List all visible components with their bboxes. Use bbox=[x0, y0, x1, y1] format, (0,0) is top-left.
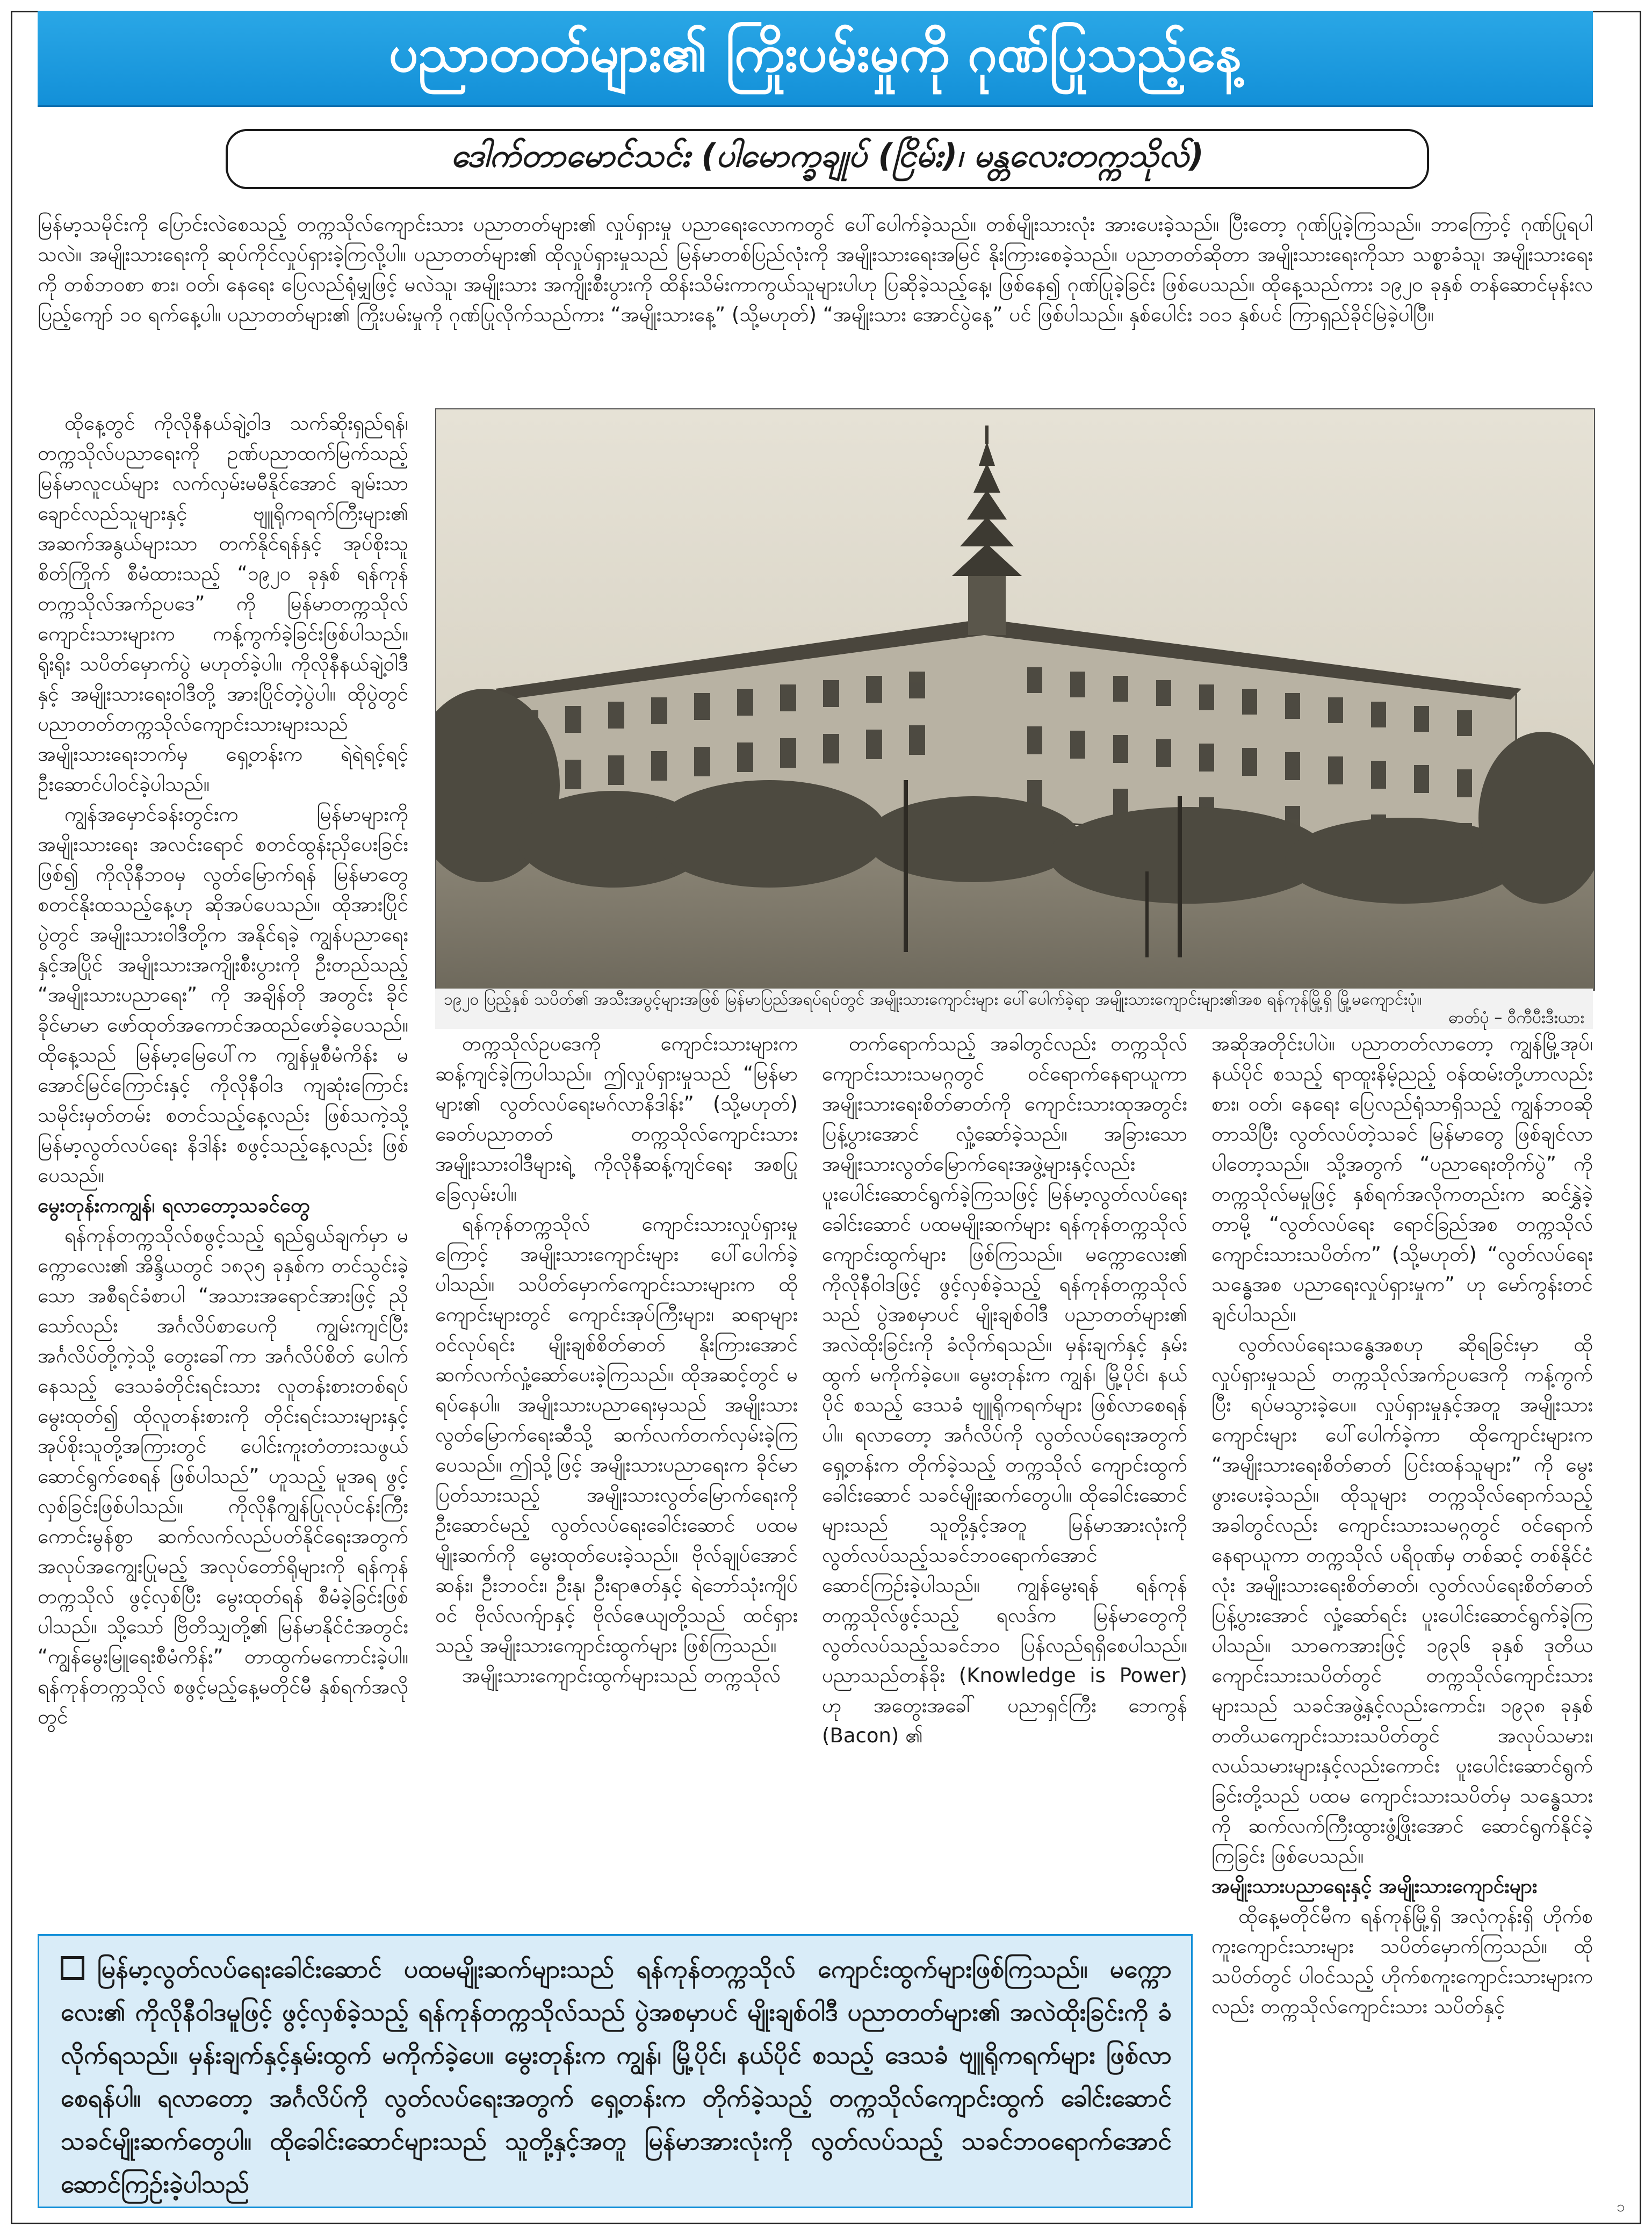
paragraph: အမျိုးသားကျောင်းထွက်များသည် တက္ကသိုလ် bbox=[462, 1664, 781, 1687]
paragraph: လွတ်လပ်ရေးသန္ဓေအစဟု ဆိုရခြင်းမှာ ထိုလှုပ်ရှားမှုသည် တက္ကသိုလ်အက်ဥပဒေကို ကန့်ကွက်ပြီး ရပ်မသွားခဲ့ပေ။ လှုပ်ရှားမှုနှင့်အတူ အမျိုးသားကျောင်းများ ပေါ်ပေါက်ခဲ့ကာ ထိုကျောင်းများက “အမျိုးသားရေးစိတ်ဓာတ် ပြင်းထန်သူများ” ကို မွေးဖွားပေးခဲ့သည်။ ထိုသူများ တက္ကသိုလ်ရောက်သည့်အခါတွင်လည်း ကျောင်းသားသမဂ္ဂတွင် ဝင်ရောက်နေရာယူကာ တက္ကသိုလ် ပရိဝုဏ်မှ တစ်ဆင့် တစ်နိုင်ငံလုံး အမျိုးသားရေးစိတ်ဓာတ်၊ လွတ်လပ်ရေးစိတ်ဓာတ် ပြန့်ပွားအောင် လှုံ့ဆော်ရင်း ပူးပေါင်းဆောင်ရွက်ခဲ့ကြပါသည်။ သာဓကအားဖြင့် ၁၉၃၆ ခုနှစ် ဒုတိယ ကျောင်းသားသပိတ်တွင် တက္ကသိုလ်ကျောင်းသားများသည် သခင်အဖွဲ့နှင့်လည်းကောင်း၊ ၁၉၃၈ ခုနှစ် တတိယကျောင်းသားသပိတ်တွင် အလုပ်သမား၊ လယ်သမားများနှင့်လည်းကောင်း ပူးပေါင်းဆောင်ရွက်ခြင်းတို့သည် ပထမ ကျောင်းသားသပိတ်မှ သန္ဓေသားကို ဆက်လက်ကြီးထွားဖွံ့ဖြိုးအောင် ဆောင်ရွက်နိုင်ခဲ့ကြခြင်း ဖြစ်ပေသည်။ bbox=[1211, 1333, 1593, 1868]
photo-caption bbox=[435, 989, 1593, 1029]
article-column-3 bbox=[822, 1029, 1187, 1913]
paragraph: ရန်ကုန်တက္ကသိုလ်စဖွင့်သည့် ရည်ရွယ်ချက်မှာ မက္ကောလေး၏ အိန္ဒိယတွင် ၁၈၃၅ ခုနှစ်က တင်သွင်းခဲ့သော အစီရင်ခံစာပါ “အသားအရောင်အားဖြင့် ညိုသော်လည်း အင်္ဂလိပ်စာပေကို ကျွမ်းကျင်ပြီး အင်္ဂလိပ်တို့ကဲ့သို့ တွေးခေါ်ကာ အင်္ဂလိပ်စိတ် ပေါက်နေသည့် ဒေသခံတိုင်းရင်းသား လူတန်းစားတစ်ရပ် မွေးထုတ်၍ ထိုလူတန်းစားကို တိုင်းရင်းသားများနှင့် အုပ်စိုးသူတို့အကြားတွင် ပေါင်းကူးတံတားသဖွယ် ဆောင်ရွက်စေရန် ဖြစ်ပါသည်” ဟူသည့် မူအရ ဖွင့်လှစ်ခြင်းဖြစ်ပါသည်။ ကိုလိုနီကျွန်ပြုလုပ်ငန်းကြီး ကောင်းမွန်စွာ ဆက်လက်လည်ပတ်နိုင်ရေးအတွက် အလုပ်အကျွေးပြုမည့် အလုပ်တော်ရိုများကို ရန်ကုန်တက္ကသိုလ် ဖွင့်လှစ်ပြီး မွေးထုတ်ရန် စီမံခဲ့ခြင်းဖြစ်ပါသည်။ သို့သော် ဗြိတိသျှတို့၏ မြန်မာနိုင်ငံအတွင်း “ကျွန်မွေးမြူရေးစီမံကိန်း” တာထွက်မကောင်းခဲ့ပါ။ ရန်ကုန်တက္ကသိုလ် စဖွင့်မည့်နေ့မတိုင်မီ နှစ်ရက်အလိုတွင် bbox=[38, 1224, 408, 1728]
caption-text: ၁၉၂၀ ပြည့်နှစ် သပိတ်၏ အသီးအပွင့်များအဖြစ် မြန်မာပြည်အရပ်ရပ်တွင် အမျိုးသားကျောင်းများ ပေါ်ပေါက်ခဲ့ရာ အမျိုးသားကျောင်းများ၏အစ ရန်ကုန်မြို့ရှိ မြို့မကျောင်းပုံ။ bbox=[444, 990, 1422, 1009]
paragraph: ထိုနေ့မတိုင်မီက ရန်ကုန်မြို့ရှိ အလုံကုန်းရှိ ဟိုက်စကူးကျောင်းသားများ သပိတ်မှောက်ကြသည်။ ထိုသပိတ်တွင် ပါဝင်သည့် ဟိုက်စကူးကျောင်းသားများကလည်း တက္ကသိုလ်ကျောင်းသား သပိတ်နှင့် bbox=[1211, 1905, 1593, 2018]
checkbox-square-icon bbox=[61, 1956, 84, 1980]
article-column-1 bbox=[38, 408, 408, 1934]
page-title: ပညာတတ်များ၏ ကြိုးပမ်းမှုကို ဂုဏ်ပြုသည့်နေ့ bbox=[38, 11, 1593, 105]
paragraph: တက်ရောက်သည့် အခါတွင်လည်း တက္ကသိုလ်ကျောင်းသားသမဂ္ဂတွင် ဝင်ရောက်နေရာယူကာ အမျိုးသားရေးစိတ်ဓာတ်ကို ကျောင်းသားထုအတွင်း ပြန့်ပွားအောင် လှုံ့ဆော်ခဲ့သည်။ အခြားသော အမျိုးသားလွတ်မြောက်ရေးအဖွဲ့များနှင့်လည်း ပူးပေါင်းဆောင်ရွက်ခဲ့ကြသဖြင့် မြန်မာ့လွတ်လပ်ရေးခေါင်းဆောင် ပထမမျိုးဆက်များ ရန်ကုန်တက္ကသိုလ် ကျောင်းထွက်များ ဖြစ်ကြသည်။ မက္ကောလေး၏ ကိုလိုနီဝါဒဖြင့် ဖွင့်လှစ်ခဲ့သည့် ရန်ကုန်တက္ကသိုလ်သည် ပွဲအစမှာပင် မျိုးချစ်ဝါဒီ ပညာတတ်များ၏ အလဲထိုးခြင်းကို ခံလိုက်ရသည်။ မှန်းချက်နှင့် နှမ်းထွက် မကိုက်ခဲ့ပေ။ မွေးတုန်းက ကျွန်၊ မြို့ပိုင်၊ နယ်ပိုင် စသည့် ဒေသခံ ဗျူရိုကရက်များ ဖြစ်လာစေရန်ပါ။ ရလာတော့ အင်္ဂလိပ်ကို လွတ်လပ်ရေးအတွက် ရှေ့တန်းက တိုက်ခဲ့သည့် တက္ကသိုလ် ကျောင်းထွက် ခေါင်းဆောင် သခင်မျိုးဆက်တွေပါ။ ထိုခေါင်းဆောင်များသည် သူတို့နှင့်အတူ မြန်မာအားလုံးကို လွတ်လပ်သည့်သခင်ဘဝရောက်အောင် ဆောင်ကြဉ်းခဲ့ပါသည်။ ကျွန်မွေးရန် ရန်ကုန်တက္ကသိုလ်ဖွင့်သည့် ရလဒ်က မြန်မာတွေကို လွတ်လပ်သည့်သခင်ဘဝ ပြန်လည်ရရှိစေပါသည်။ ပညာသည်တန်ခိုး (Knowledge is Power) ဟု အတွေးအခေါ် ပညာရှင်ကြီး ဘေကွန် (Bacon) ၏ bbox=[822, 1032, 1187, 1747]
pull-quote-text: မြန်မာ့လွတ်လပ်ရေးခေါင်းဆောင် ပထမမျိုးဆက်များသည် ရန်ကုန်တက္ကသိုလ် ကျောင်းထွက်များဖြစ်ကြသည်။ မက္ကောလေး၏ ကိုလိုနီဝါဒမူဖြင့် ဖွင့်လှစ်ခဲ့သည့် ရန်ကုန်တက္ကသိုလ်သည် ပွဲအစမှာပင် မျိုးချစ်ဝါဒီ ပညာတတ်များ၏ အလဲထိုးခြင်းကို ခံလိုက်ရသည်။ မှန်းချက်နှင့်နှမ်းထွက် မကိုက်ခဲ့ပေ။ မွေးတုန်းက ကျွန်၊ မြို့ပိုင်၊ နယ်ပိုင် စသည့် ဒေသခံ ဗျူရိုကရက်များ ဖြစ်လာစေရန်ပါ။ ရလာတော့ အင်္ဂလိပ်ကို လွတ်လပ်ရေးအတွက် ရှေ့တန်းက တိုက်ခဲ့သည့် တက္ကသိုလ်ကျောင်းထွက် ခေါင်းဆောင် သခင်မျိုးဆက်တွေပါ။ ထိုခေါင်းဆောင်များသည် သူတို့နှင့်အတူ မြန်မာအားလုံးကို လွတ်လပ်သည့် သခင်ဘဝရောက်အောင် ဆောင်ကြဉ်းခဲ့ပါသည် bbox=[61, 1955, 1172, 2198]
intro-paragraph bbox=[38, 210, 1593, 398]
page-marker: ၁ bbox=[1617, 2197, 1625, 2215]
section-heading: အမျိုးသားပညာရေးနှင့် အမျိုးသားကျောင်းများ bbox=[1211, 1874, 1538, 1898]
school-building-photo bbox=[435, 408, 1595, 991]
pull-quote-box bbox=[38, 1934, 1193, 2208]
paragraph: တက္ကသိုလ်ဥပဒေကို ကျောင်းသားများက ဆန့်ကျင်ခဲ့ကြပါသည်။ ဤလှုပ်ရှားမှုသည် “မြန်မာများ၏ လွတ်လပ်ရေးမဂ်လာနိဒါန်း” (သို့မဟုတ်) ခေတ်ပညာတတ် တက္ကသိုလ်ကျောင်းသား အမျိုးသားဝါဒီများရဲ့ ကိုလိုနီဆန့်ကျင်ရေး အစပြုခြေလှမ်းပါ။ bbox=[435, 1032, 798, 1206]
photo-credit: ဓာတ်ပုံ – ဝီကီပီးဒီးယား bbox=[1448, 1008, 1584, 1027]
article-column-2 bbox=[435, 1029, 798, 1913]
article-column-4 bbox=[1211, 1029, 1593, 2208]
building-photo-illustration bbox=[436, 409, 1594, 990]
section-heading: မွေးတုန်းကကျွန်၊ ရလာတော့သခင်တွေ bbox=[38, 1194, 311, 1217]
paragraph: အဆိုအတိုင်းပါပဲ။ ပညာတတ်လာတော့ ကျွန်မြို့အုပ်၊ နယ်ပိုင် စသည့် ရာထူးနိမ့်ညည့် ဝန်ထမ်းတို့ဟာလည်း စား၊ ဝတ်၊ နေရေး ပြေလည်ရုံသာရှိသည့် ကျွန်ဘဝဆိုတာသိပြီး လွတ်လပ်တဲ့သခင် မြန်မာတွေ ဖြစ်ချင်လာပါတော့သည်။ သို့အတွက် “ပညာရေးတိုက်ပွဲ” ကို တက္ကသိုလ်မမှုဖြင့် နှစ်ရက်အလိုကတည်းက ဆင်နွှဲခဲ့တာမို့ “လွတ်လပ်ရေး ရောင်ခြည်အစ တက္ကသိုလ် ကျောင်းသားသပိတ်က” (သို့မဟုတ်) “လွတ်လပ်ရေး သန္ဓေအစ ပညာရေးလှုပ်ရှားမှုက” ဟု မော်ကွန်းတင်ချင်ပါသည်။ bbox=[1211, 1032, 1593, 1326]
paragraph: ကျွန်အမှောင်ခန်းတွင်းက မြန်မာများကို အမျိုးသားရေး အလင်းရောင် စတင်ထွန်းညှိပေးခြင်းဖြစ်၍ ကိုလိုနီဘဝမှ လွတ်မြောက်ရန် မြန်မာတွေ စတင်နိုးထသည့်နေ့ဟု ဆိုအပ်ပေသည်။ ထိုအားပြိုင်ပွဲတွင် အမျိုးသားဝါဒီတို့က အနိုင်ရခဲ့ ကျွန်ပညာရေးနှင့်အပြိုင် အမျိုးသားအကျိုးစီးပွားကို ဦးတည်သည့် “အမျိုးသားပညာရေး” ကို အချိန်တို အတွင်း ခိုင်ခိုင်မာမာ ဖော်ထုတ်အကောင်အထည်ဖော်ခဲ့ပေသည်။ ထိုနေ့သည် မြန်မာ့မြေပေါ်က ကျွန်မှုစီမံကိန်း မအောင်မြင်ကြောင်းနှင့် ကိုလိုနီဝါဒ ကျဆုံးကြောင်း သမိုင်းမှတ်တမ်း စတင်သည့်နေ့လည်း ဖြစ်သကဲ့သို့ မြန်မာ့လွတ်လပ်ရေး နိဒါန်း စဖွင့်သည့်နေ့လည်း ဖြစ်ပေသည်။ bbox=[38, 803, 408, 1187]
intro-text: မြန်မာ့သမိုင်းကို ပြောင်းလဲစေသည့် တက္ကသိုလ်ကျောင်းသား ပညာတတ်များ၏ လှုပ်ရှားမှု ပညာရေးလောကတွင် ပေါ်ပေါက်ခဲ့သည်။ တစ်မျိုးသားလုံး အားပေးခဲ့သည်။ ပြီးတော့ ဂုဏ်ပြုခဲ့ကြသည်။ ဘာကြောင့် ဂုဏ်ပြုရပါသလဲ။ အမျိုးသားရေးကို ဆုပ်ကိုင်လှုပ်ရှားခဲ့ကြလို့ပါ။ ပညာတတ်များ၏ ထိုလှုပ်ရှားမှုသည် မြန်မာတစ်ပြည်လုံးကို အမျိုးသားရေးအမြင် နိုးကြားစေခဲ့သည်။ ပညာတတ်ဆိုတာ အမျိုးသားရေးကိုသာ သစ္စာခံသူ၊ အမျိုးသားရေးကို တစ်ဘဝစာ စား၊ ဝတ်၊ နေရေး ပြေလည်ရုံမျှဖြင့် မလဲသူ၊ အမျိုးသား အကျိုးစီးပွားကို ထိန်းသိမ်းကာကွယ်သူများပါဟု ပြဆိုခဲ့သည့်နေ့၊ ဖြစ်နေ၍ ဂုဏ်ပြုခဲ့ခြင်း ဖြစ်ပေသည်။ ထိုနေ့သည်ကား ၁၉၂၀ ခုနှစ် တန်ဆောင်မုန်းလပြည့်ကျော် ၁၀ ရက်နေ့ပါ။ ပညာတတ်များ၏ ကြိုးပမ်းမှုကို ဂုဏ်ပြုလိုက်သည်ကား “အမျိုးသားနေ့” (သို့မဟုတ်) “အမျိုးသား အောင်ပွဲနေ့” ပင် ဖြစ်ပါသည်။ နှစ်ပေါင်း ၁၀၁ နှစ်ပင် ကြာရှည်ခိုင်မြဲခဲ့ပါပြီ။ bbox=[38, 213, 1593, 326]
paragraph: ရန်ကုန်တက္ကသိုလ် ကျောင်းသားလှုပ်ရှားမှုကြောင့် အမျိုးသားကျောင်းများ ပေါ်ပေါက်ခဲ့ပါသည်။ သပိတ်မှောက်ကျောင်းသားများက ထိုကျောင်းများတွင် ကျောင်းအုပ်ကြီးများ၊ ဆရာများဝင်လုပ်ရင်း မျိုးချစ်စိတ်ဓာတ် နိုးကြားအောင် ဆက်လက်လှုံ့ဆော်ပေးခဲ့ကြသည်။ ထိုအဆင့်တွင် မရပ်နေပါ။ အမျိုးသားပညာရေးမှသည် အမျိုးသား လွတ်မြောက်ရေးဆီသို့ ဆက်လက်တက်လှမ်းခဲ့ကြပေသည်။ ဤသို့ဖြင့် အမျိုးသားပညာရေးက ခိုင်မာပြတ်သားသည့် အမျိုးသားလွတ်မြောက်ရေးကို ဦးဆောင်မည့် လွတ်လပ်ရေးခေါင်းဆောင် ပထမမျိုးဆက်ကို မွေးထုတ်ပေးခဲ့သည်။ ဗိုလ်ချုပ်အောင်ဆန်း၊ ဦးဘဝင်း၊ ဦးနု၊ ဦးရာဇတ်နှင့် ရဲဘော်သုံးကျိပ်ဝင် ဗိုလ်လက်ျာနှင့် ဗိုလ်ဇေယျတို့သည် ထင်ရှားသည့် အမျိုးသားကျောင်းထွက်များ ဖြစ်ကြသည်။ bbox=[435, 1213, 798, 1657]
paragraph: ထိုနေ့တွင် ကိုလိုနီနယ်ချဲ့ဝါဒ သက်ဆိုးရှည်ရန်၊ တက္ကသိုလ်ပညာရေးကို ဥဏ်ပညာထက်မြက်သည့် မြန်မာလူငယ်များ လက်လှမ်းမမီနိုင်အောင် ချမ်းသာ ချောင်လည်သူများနှင့် ဗျူရိုကရက်ကြီးများ၏ အဆက်အနွယ်များသာ တက်နိုင်ရန်နှင့် အုပ်စိုးသူ စိတ်ကြိုက် စီမံထားသည့် “၁၉၂၀ ခုနှစ် ရန်ကုန်တက္ကသိုလ်အက်ဥပဒေ” ကို မြန်မာတက္ကသိုလ်ကျောင်းသားများက ကန့်ကွက်ခဲ့ခြင်းဖြစ်ပါသည်။ ရိုးရိုး သပိတ်မှောက်ပွဲ မဟုတ်ခဲ့ပါ။ ကိုလိုနီနယ်ချဲ့ဝါဒီနှင့် အမျိုးသားရေးဝါဒီတို့ အားပြိုင်တဲ့ပွဲပါ။ ထိုပွဲတွင် ပညာတတ်တက္ကသိုလ်ကျောင်းသားများသည် အမျိုးသားရေးဘက်မှ ရှေ့တန်းက ရဲရဲရင့်ရင့် ဦးဆောင်ပါဝင်ခဲ့ပါသည်။ bbox=[38, 412, 408, 796]
author-byline: ဒေါက်တာမောင်သင်း (ပါမောက္ခချုပ် (ငြိမ်း)၊ မန္တလေးတက္ကသိုလ်) bbox=[226, 129, 1429, 189]
